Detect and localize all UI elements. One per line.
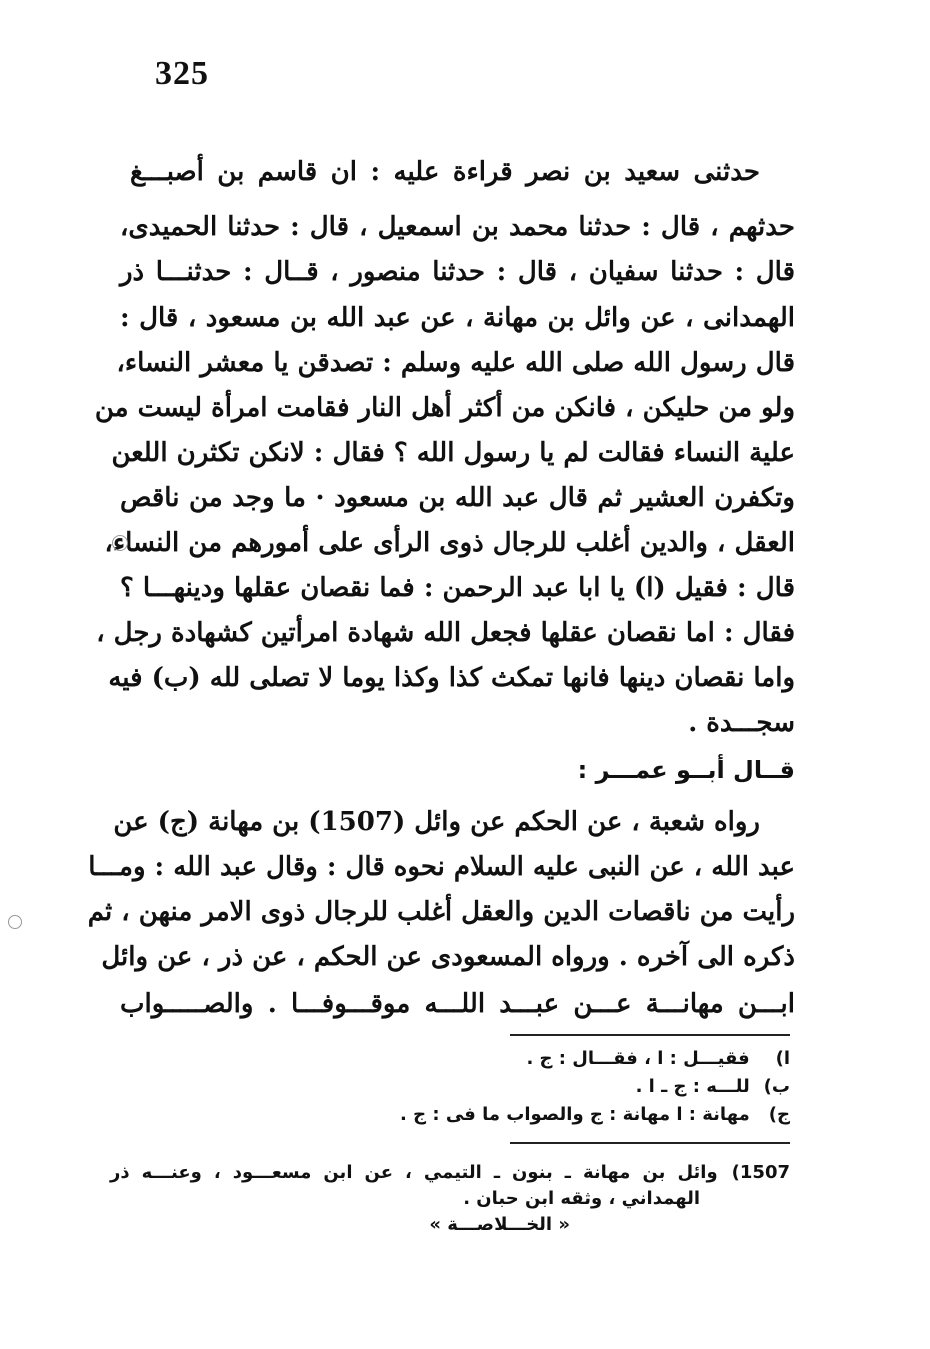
section-text-line: ابـــن مهانـــة عـــن عبـــد اللـــه موقـــوفـــا . والصـــــواب (120, 989, 795, 1019)
biography-line: الهمداني ، وثقه ابن حبان . (463, 1188, 700, 1209)
footnote-separator-bottom (510, 1142, 790, 1144)
section-text-line: ذكره الى آخره . ورواه المسعودى عن الحكم ، عن ذر ، عن وائل (101, 942, 795, 972)
footnote (360, 1046, 790, 1072)
footnote-separator-top (510, 1034, 790, 1036)
section-text-line: رواه شعبة ، عن الحكم عن وائل (1507) بن مهانة (ج) عن (113, 807, 760, 837)
footnote-marker: ب) (763, 1076, 790, 1097)
main-text-line: الهمدانى ، عن وائل بن مهانة ، عن عبد الله بن مسعود ، قال : (120, 303, 795, 333)
main-text-line: وتكفرن العشير ثم قال عبد الله بن مسعود · ما وجد من ناقص (120, 483, 795, 513)
footnote-marker: ا) (775, 1048, 790, 1069)
main-text-line: علية النساء فقالت لم يا رسول الله ؟ فقال : لانكن تكثرن اللعن (111, 438, 795, 468)
biography-line (110, 1160, 790, 1186)
section-heading: قــال أبــو عمـــر : (577, 756, 795, 784)
footnote (360, 1102, 790, 1128)
page-number: 325 (155, 55, 209, 92)
main-text-line: ولو من حليكن ، فانكن من أكثر أهل النار فقامت امرأة ليست من (94, 393, 795, 423)
footnote-text: فقيـــل : ا ، فقـــال : ج . (526, 1048, 750, 1069)
main-text-line: حدثهم ، قال : حدثنا محمد بن اسمعيل ، قال : حدثنا الحميدى، (120, 212, 795, 242)
biography-number: 1507) (731, 1162, 790, 1183)
main-text-line: سجـــدة . (688, 708, 795, 738)
main-text-line: قال : فقيل (ا) يا ابا عبد الرحمن : فما نقصان عقلها ودينهـــا ؟ (120, 573, 795, 603)
section-text-line: رأيت من ناقصات الدين والعقل أغلب للرجال ذوى الامر منهن ، ثم (87, 897, 795, 927)
biography-source: « الخـــلاصـــة » (429, 1214, 570, 1235)
footnote-marker: ج) (768, 1104, 790, 1125)
main-text-line: فقال : اما نقصان عقلها فجعل الله شهادة امرأتين كشهادة رجل ، (96, 618, 795, 648)
main-text-line: قال رسول الله صلى الله عليه وسلم : تصدقن يا معشر النساء، (116, 348, 795, 378)
footnote (360, 1074, 790, 1100)
section-text-line: عبد الله ، عن النبى عليه السلام نحوه قال : وقال عبد الله : ومـــا (88, 852, 795, 882)
scan-speck (8, 915, 22, 929)
main-text-line: العقل ، والدين أغلب للرجال ذوى الرأى على أمورهم من النساء، (104, 528, 795, 558)
main-text-line: حدثنى سعيد بن نصر قراءة عليه : ان قاسم بن أصبـــغ (130, 157, 760, 187)
main-text-line: قال : حدثنا سفيان ، قال : حدثنا منصور ، قــال : حدثنـــا ذر (120, 257, 795, 287)
footnote-text: للـــه : ج ـ ا . (635, 1076, 750, 1097)
scan-speck (112, 535, 128, 551)
footnote-text: مهانة : ا مهانة : ج والصواب ما فى : ج . (400, 1104, 750, 1125)
main-text-line: واما نقصان دينها فانها تمكث كذا وكذا يوما لا تصلى لله (ب) فيه (108, 663, 795, 693)
biography-text: وائل بن مهانة ـ بنون ـ التيمي ، عن ابن مسعـــود ، وعنـــه ذر (110, 1162, 718, 1183)
